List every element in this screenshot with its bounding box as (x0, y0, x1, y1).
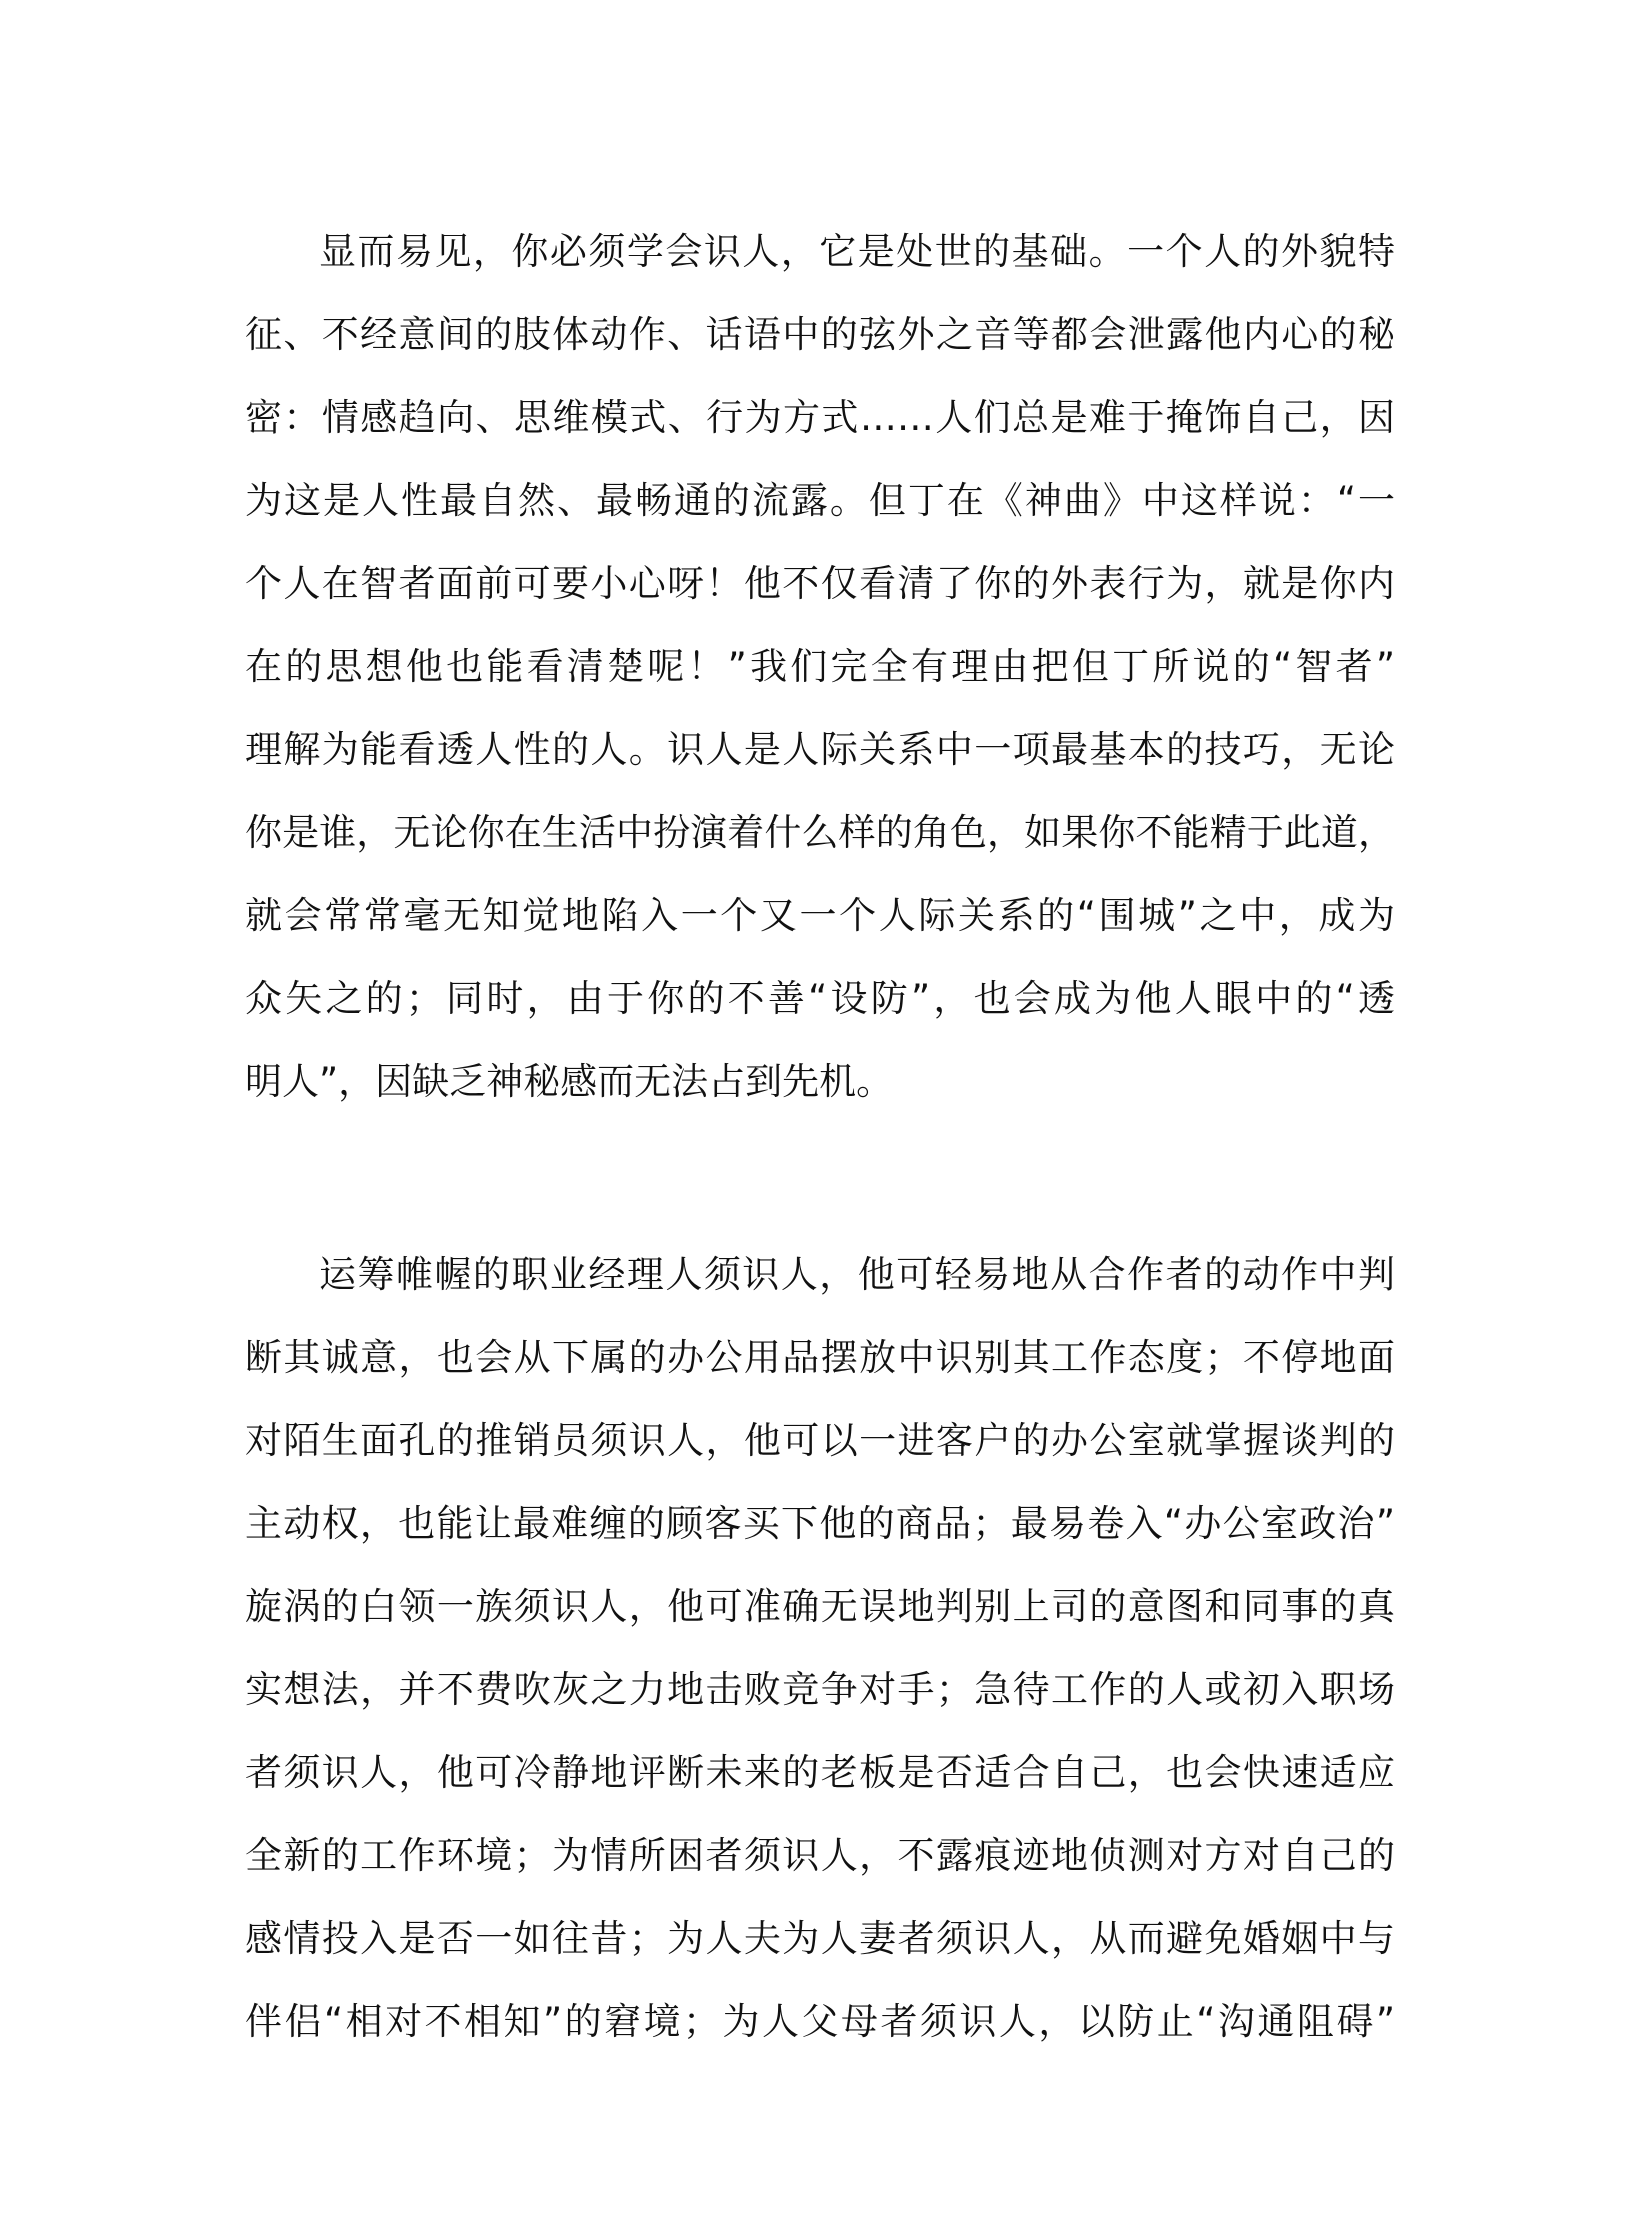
text-line: 伴侣“相对不相知”的窘境；为人父母者须识人，以防止“沟通阻碍” (245, 2000, 1395, 2043)
text-line: 断其诚意，也会从下属的办公用品摆放中识别其工作态度；不停地面 (245, 1336, 1395, 1379)
text-line: 主动权，也能让最难缠的顾客买下他的商品；最易卷入“办公室政治” (245, 1502, 1395, 1545)
text-line: 为这是人性最自然、最畅通的流露。但丁在《神曲》中这样说：“一 (245, 479, 1395, 522)
text-line: 密：情感趋向、思维模式、行为方式……人们总是难于掩饰自己，因 (245, 396, 1395, 439)
paragraph-1 (245, 210, 1395, 1123)
text-line: 你是谁，无论你在生活中扮演着什么样的角色，如果你不能精于此道， (245, 811, 1395, 854)
text-line: 个人在智者面前可要小心呀！他不仅看清了你的外表行为，就是你内 (245, 562, 1395, 605)
text-line: 对陌生面孔的推销员须识人，他可以一进客户的办公室就掌握谈判的 (245, 1419, 1395, 1462)
text-line: 显而易见，你必须学会识人，它是处世的基础。一个人的外貌特 (319, 230, 1395, 273)
text-line: 感情投入是否一如往昔；为人夫为人妻者须识人，从而避免婚姻中与 (245, 1917, 1395, 1960)
text-line: 明人”，因缺乏神秘感而无法占到先机。 (245, 1060, 894, 1103)
text-line: 众矢之的；同时，由于你的不善“设防”，也会成为他人眼中的“透 (245, 977, 1395, 1020)
paragraph-2 (245, 1233, 1395, 2063)
text-line: 运筹帷幄的职业经理人须识人，他可轻易地从合作者的动作中判 (319, 1253, 1395, 1296)
text-line: 就会常常毫无知觉地陷入一个又一个人际关系的“围城”之中，成为 (245, 894, 1395, 937)
text-line: 理解为能看透人性的人。识人是人际关系中一项最基本的技巧，无论 (245, 728, 1395, 771)
text-line: 全新的工作环境；为情所困者须识人，不露痕迹地侦测对方对自己的 (245, 1834, 1395, 1877)
text-line: 征、不经意间的肢体动作、话语中的弦外之音等都会泄露他内心的秘 (245, 313, 1395, 356)
text-line: 旋涡的白领一族须识人，他可准确无误地判别上司的意图和同事的真 (245, 1585, 1395, 1628)
text-line: 在的思想他也能看清楚呢！”我们完全有理由把但丁所说的“智者” (245, 645, 1395, 688)
text-line: 者须识人，他可冷静地评断未来的老板是否适合自己，也会快速适应 (245, 1751, 1395, 1794)
text-line: 实想法，并不费吹灰之力地击败竞争对手；急待工作的人或初入职场 (245, 1668, 1395, 1711)
